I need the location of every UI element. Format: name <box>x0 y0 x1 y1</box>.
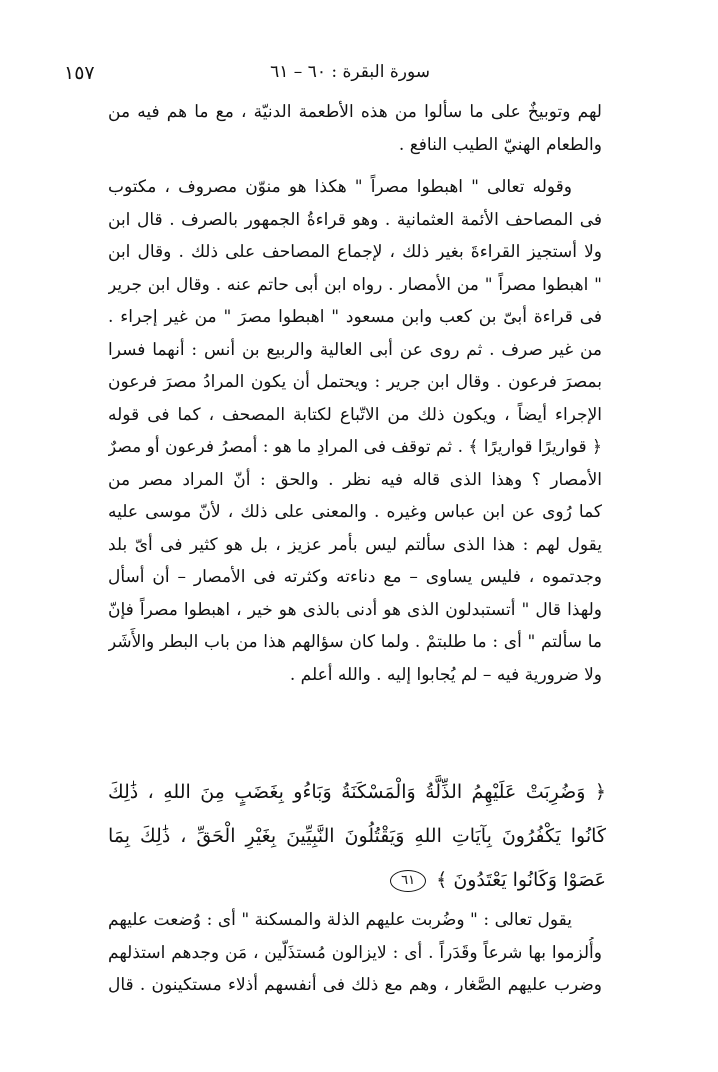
text-line: وجدتموه ، فليس يساوى – مع دناءته وكثرته فى الأمصار – أن أسأل <box>108 567 602 587</box>
paragraph-3 <box>108 904 602 1002</box>
text-line: يقول تعالى : " وضُربت عليهم الذلة والمسكنة " أى : وُضعت عليهم <box>108 910 572 930</box>
text-line: لهم وتوبيخٌ على ما سألوا من هذه الأطعمة الدنيّة ، مع ما هم فيه من <box>108 102 602 122</box>
text-line: فى قراءة أبىّ بن كعب وابن مسعود " اهبطوا مصرَ " من غير إجراء . <box>108 307 602 327</box>
verse-line: ﴿ وَضُرِبَتْ عَلَيْهِمُ الذِّلَّةُ وَالْمَسْكَنَةُ وَبَاءُو بِغَضَبٍ مِنَ اللهِ ، ذَٰلِكَ <box>108 781 606 803</box>
surah-title: سورة البقرة : ٦٠ – ٦١ <box>270 62 430 82</box>
text-line: ولا ضرورية فيه – لم يُجابوا إليه . والله أعلم . <box>289 664 602 685</box>
text-line: ولهذا قال " أتستبدلون الذى هو أدنى بالذى هو خير ، اهبطوا مصراً فإنّ <box>108 599 602 620</box>
text-line: والطعام الهنيّ الطيب النافع . <box>398 134 602 155</box>
paragraph-1 <box>108 96 602 161</box>
text-line: " اهبطوا مصراً " من الأمصار . رواه ابن أبى حاتم عنه . وقال ابن جرير <box>108 274 602 295</box>
quran-verse-block <box>108 770 606 902</box>
running-header <box>64 62 598 92</box>
text-line: كما رُوى عن ابن عباس وغيره . والمعنى على ذلك ، لأنّ موسى عليه <box>108 502 602 522</box>
text-line: وضرب عليهم الصَّغار ، وهم مع ذلك فى أنفسهم أذلاء مستكينون . قال <box>108 975 602 995</box>
text-line: بمصرَ فرعون . وقال ابن جرير : ويحتمل أن يكون المرادُ مصرَ فرعون <box>108 372 602 392</box>
page-number: ١٥٧ <box>64 62 95 84</box>
text-line: وقوله تعالى " اهبطوا مصراً " هكذا هو منوّن مصروف ، مكتوب <box>108 177 572 197</box>
text-line: ما سألتم " أى : ما طلبتمْ . ولما كان سؤالهم هذا من باب البطر والأَشَر <box>108 632 602 652</box>
paragraph-2 <box>108 171 602 691</box>
verse-line <box>108 858 606 902</box>
text-line: من غير صرف . ثم روى عن أبى العالية والربيع بن أنس : أنهما فسرا <box>108 339 602 360</box>
text-line: وأُلزموا بها شرعاً وقَدَراً . أى : لايزالون مُستذَلّين ، مَن وجدهم استذلهم <box>108 942 602 963</box>
text-line: يقول لهم : هذا الذى سألتم ليس بأمر عزيز ، بل هو كثير فى أىّ بلد <box>108 534 602 555</box>
ayah-number-badge: ٦١ <box>390 870 426 892</box>
verse-text: عَصَوْا وَكَانُوا يَعْتَدُونَ ﴾ <box>436 869 606 891</box>
text-line: فى المصاحف الأئمة العثمانية . وهو قراءةُ الجمهور بالصرف . قال ابن <box>108 209 602 230</box>
verse-line: كَانُوا يَكْفُرُونَ بِآيَاتِ اللهِ وَيَقْتُلُونَ النَّبِيِّينَ بِغَيْرِ الْحَقِّ ، ذَٰلِكَ بِمَا <box>108 825 606 847</box>
text-line: الإجراء أيضاً ، ويكون ذلك من الاتّباع لكتابة المصحف ، كما فى قوله <box>108 404 602 425</box>
text-line: ولا أستجيز القراءةَ بغير ذلك ، لإجماع المصاحف على ذلك . وقال ابن <box>108 242 602 262</box>
text-line: الأمصار ؟ وهذا الذى قاله فيه نظر . والحق : أنّ المراد مصر من <box>108 469 602 490</box>
text-line: ﴿ قواريرًا قواريرًا ﴾ . ثم توقف فى المرادِ ما هو : أمصرُ فرعون أو مصرٌ <box>108 437 602 457</box>
